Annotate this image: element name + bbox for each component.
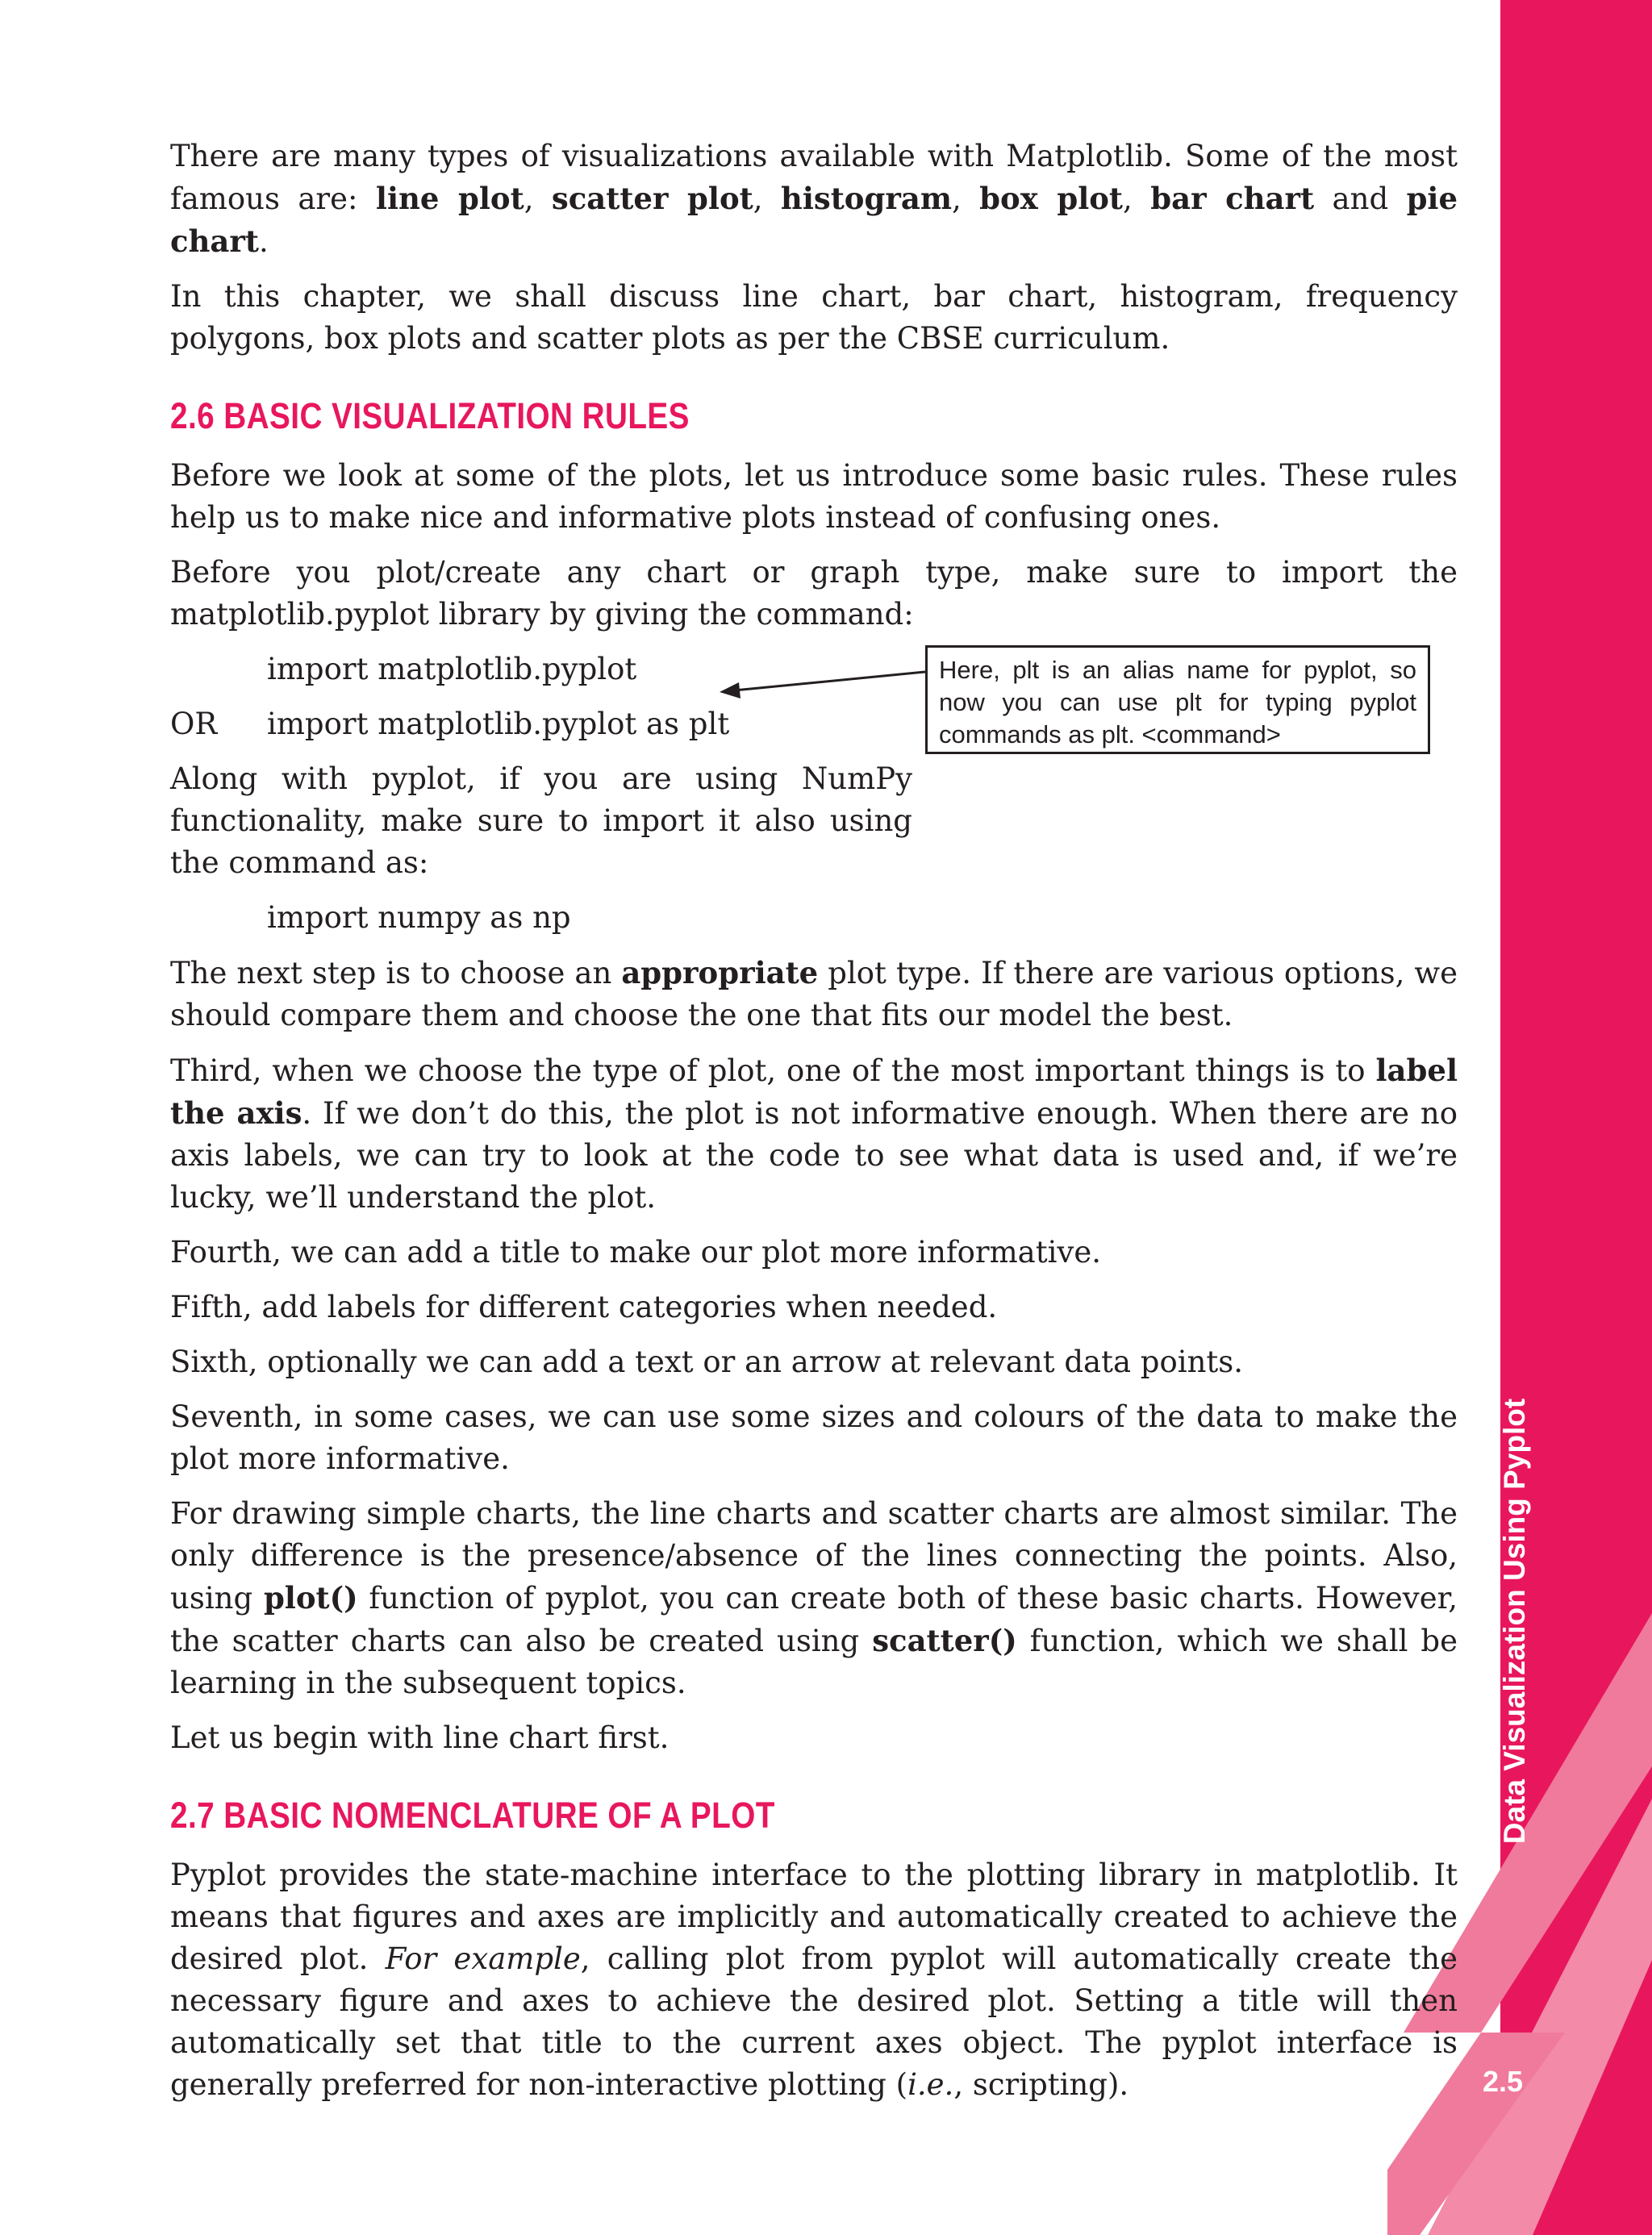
- section-2-7-heading: 2.7 BASIC NOMENCLATURE OF A PLOT: [170, 1795, 775, 1836]
- text-run: ,: [951, 181, 980, 216]
- text-run: function of pyplot, you can create both of these basic charts. However, the scatter charts can also be created using: [170, 1581, 1458, 1658]
- bold-term: box plot: [979, 181, 1124, 216]
- rules-paragraph-fifth: Fifth, add labels for different categories when needed.: [170, 1290, 998, 1324]
- text-run: function, which we shall be learning in the subsequent topics.: [170, 1624, 1458, 1700]
- text-run: , calling plot from pyplot will automatically create the necessary figure and axes to achieve the desired plot. Setting a title will then automatically set that title to the current axes object. The pyplot interface is generally preferred for non-interactive plotting (: [170, 1941, 1458, 2102]
- bold-term: appropriate: [621, 955, 819, 990]
- bold-term: label the axis: [170, 1053, 1458, 1131]
- rules-paragraph-label-axis: [170, 1049, 1458, 1219]
- rules-paragraph-fourth: Fourth, we can add a title to make our plot more informative.: [170, 1235, 1101, 1270]
- text-run: ,: [753, 181, 781, 216]
- intro-paragraph-2: In this chapter, we shall discuss line chart, bar chart, histogram, frequency polygons, box plots and scatter plots as per the CBSE curriculum.: [170, 279, 1458, 356]
- text-run: ,: [524, 181, 552, 216]
- page-body: [170, 136, 1458, 2119]
- text-run: plot type. If there are various options, we should compare them and choose the one that fits our model the best.: [170, 956, 1458, 1032]
- bold-term: pie chart: [170, 181, 1458, 259]
- bold-term: histogram: [780, 181, 952, 216]
- bold-term: line plot: [375, 181, 524, 216]
- rules-paragraph-1: Before we look at some of the plots, let us introduce some basic rules. These rules help us to make nice and informative plots instead of confusing ones.: [170, 458, 1458, 535]
- page-number: 2.5: [1482, 2065, 1524, 2098]
- italic-term: i.e.: [907, 2067, 954, 2102]
- sidebar-title-text: Data Visualization Using Pyplot: [1498, 1398, 1531, 1845]
- text-run: The next step is to choose an: [170, 956, 622, 990]
- rules-paragraph-sixth: Sixth, optionally we can add a text or an arrow at relevant data points.: [170, 1345, 1244, 1379]
- intro-paragraph-1: [170, 136, 1458, 263]
- alias-callout-box: Here, plt is an alias name for pyplot, so now you can use plt for typing pyplot commands as plt. <command>: [925, 645, 1430, 754]
- nomenclature-paragraph: [170, 1854, 1458, 2106]
- rules-paragraph-seventh: Seventh, in some cases, we can use some sizes and colours of the data to make the plot more informative.: [170, 1399, 1458, 1476]
- or-label: OR: [170, 707, 218, 741]
- bold-term: plot(): [263, 1580, 358, 1616]
- bold-term: scatter plot: [551, 181, 753, 216]
- section-2-6-heading: 2.6 BASIC VISUALIZATION RULES: [170, 395, 690, 436]
- text-run: Pyplot provides the state-machine interface to the plotting library in matplotlib. It means that figures and axes are implicitly and automatically created to achieve the desired plot.: [170, 1858, 1458, 1976]
- italic-term: For example: [385, 1941, 581, 1976]
- bold-term: bar chart: [1150, 181, 1315, 216]
- code-import-pyplot: import matplotlib.pyplot: [267, 652, 637, 686]
- code-text: import matplotlib.pyplot as plt: [267, 707, 730, 741]
- text-run: . If we don’t do this, the plot is not informative enough. When there are no axis labels, we can try to look at the code to see what data is used and, if we’re lucky, we’ll understand the plot.: [170, 1096, 1458, 1215]
- text-run: For drawing simple charts, the line charts and scatter charts are almost similar. The only difference is the presence/absence of the lines connecting the points. Also, using: [170, 1496, 1458, 1616]
- rules-paragraph-begin: Let us begin with line chart first.: [170, 1720, 670, 1755]
- rules-paragraph-appropriate: [170, 952, 1458, 1036]
- text-run: .: [259, 224, 269, 259]
- text-run: There are many types of visualizations available with Matplotlib. Some of the most famous are:: [170, 139, 1458, 216]
- code-import-numpy: import numpy as np: [267, 900, 571, 935]
- text-run: ,: [1123, 181, 1151, 216]
- rules-paragraph-2: Before you plot/create any chart or graph type, make sure to import the matplotlib.pyplot library by giving the command:: [170, 555, 1458, 632]
- text-run: , scripting).: [953, 2067, 1129, 2102]
- text-run: and: [1314, 181, 1407, 216]
- rules-paragraph-simple-charts: [170, 1493, 1458, 1704]
- rules-paragraph-numpy: Along with pyplot, if you are using NumPy functionality, make sure to import it also using the command as:: [170, 761, 912, 880]
- text-run: Third, when we choose the type of plot, one of the most important things is to: [170, 1053, 1376, 1088]
- code-import-pyplot-as-plt: [170, 703, 1458, 745]
- bold-term: scatter(): [872, 1623, 1017, 1658]
